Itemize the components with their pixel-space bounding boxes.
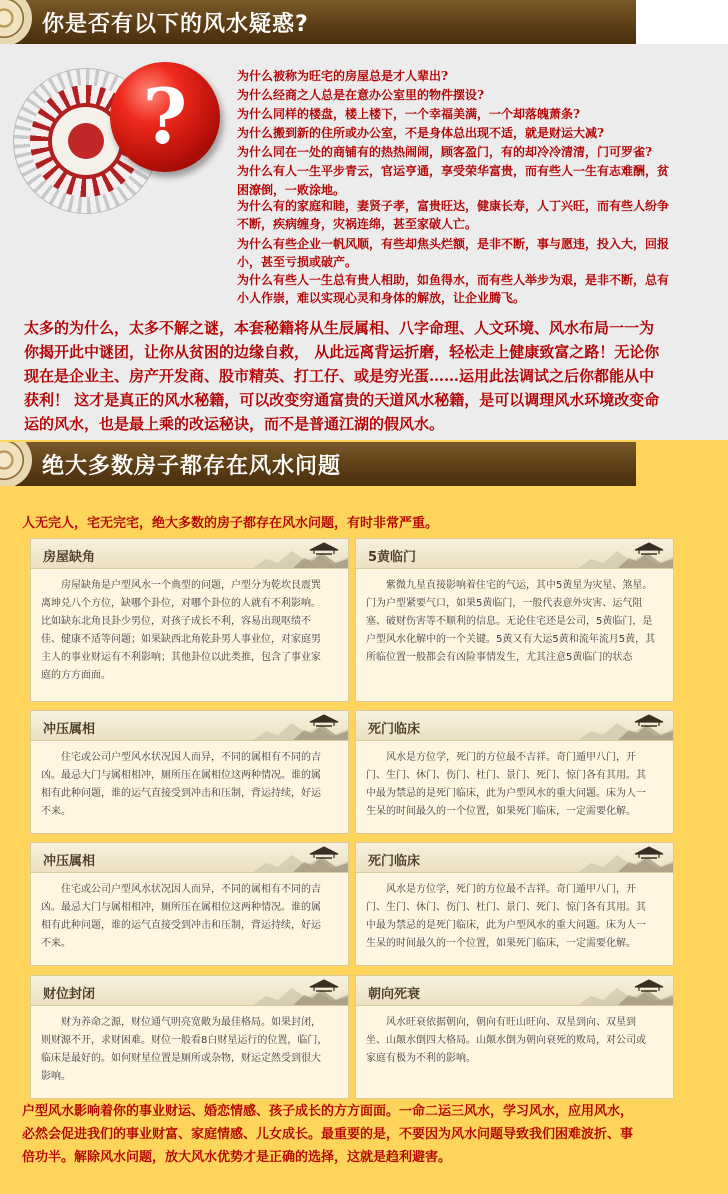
ink-landscape-image — [577, 843, 673, 873]
question-mark-icon: ? — [110, 62, 220, 172]
question-line: 为什么有些人一生总有贵人相助，如鱼得水，而有些人举步为艰，是非不断，总有 — [237, 273, 670, 287]
question-line: 小人作崇，难以实现心灵和身体的解放，让企业腾飞。 — [237, 291, 526, 305]
card-header — [31, 843, 348, 873]
card-title: 死门临床 — [368, 854, 421, 869]
card-title: 朝向死衰 — [368, 987, 421, 1002]
card-body — [366, 749, 665, 821]
card-body-line: 中最为禁忌的是死门临床，此为户型风水的重大问题。床为人一 — [366, 788, 646, 799]
intro-paragraph-line: 运的风水，也是最上乘的改运秘诀，而不是普通江湖的假风水。 — [24, 415, 445, 433]
feng-shui-problem-card — [30, 710, 349, 834]
outro-line: 户型风水影响着你的事业财运、婚恋情感、孩子成长的方方面面。一命二运三风水，学习风水，应用风水， — [22, 1104, 634, 1119]
card-body-line: 不来。 — [41, 806, 71, 817]
outro-line: 必然会促进我们的事业财富、家庭情感、儿女成长。最重要的是，不要因为风水问题导致我们困难波折、事 — [22, 1127, 634, 1142]
feng-shui-problem-card — [355, 538, 674, 702]
question-line: 为什么有人一生平步青云，官运亨通，享受荣华富贵，而有些人一生有志难酬，贫 — [237, 164, 670, 178]
card-body-line: 风水是方位学，死门的方位最不吉祥。奇门遁甲八门，开 — [386, 884, 636, 895]
card-body-line: 所临位置一般都会有凶险事情发生，尤其注意5黄临门的状态 — [366, 652, 633, 663]
card-body-line: 门、生门、休门、伤门、杜门、景门、死门、惊门各有其用。其 — [366, 902, 646, 913]
card-title: 冲压属相 — [43, 854, 96, 869]
card-body-line: 生呆的时间最久的一个位置，如果死门临床，一定需要化解。 — [366, 938, 636, 949]
card-body-line: 户型风水化解中的一个关键。5黄又有大运5黄和流年流月5黄，其 — [366, 634, 656, 645]
intro-paragraph-line: 太多的为什么，太多不解之谜，本套秘籍将从生辰属相、八字命理、人文环境、风水布局一一为 — [24, 319, 655, 337]
card-body-line: 庭的方方面面。 — [41, 670, 111, 681]
feng-shui-problem-card — [355, 710, 674, 834]
outro-line: 倍功半。解除风水问题，放大风水优势才是正确的选择，这就是趋利避害。 — [22, 1150, 452, 1165]
card-title: 死门临床 — [368, 722, 421, 737]
section2-title: 绝大多数房子都存在风水问题 — [42, 454, 342, 479]
card-body-line: 风水是方位学，死门的方位最不吉祥。奇门遁甲八门，开 — [386, 752, 636, 763]
section1-banner — [0, 0, 636, 44]
card-body — [366, 881, 665, 953]
card-body-line: 主人的事业财运有不利影响；其他卦位以此类推，包含了事业家 — [41, 652, 321, 663]
card-header — [356, 976, 673, 1006]
card-body — [41, 881, 340, 953]
card-body-line: 门、生门、休门、伤门、杜门、景门、死门、惊门各有其用。其 — [366, 770, 646, 781]
question-line: 不断，疾病缠身，灾祸连绵，甚至家破人亡。 — [237, 217, 478, 231]
card-body-line: 住宅或公司户型风水状况因人而异，不同的属相有不同的吉 — [61, 752, 321, 763]
card-body-line: 临床是最好的。如何财星位置是厕所或杂物，财运定然受到很大 — [41, 1053, 321, 1064]
question-line: 为什么有些企业一帆风顺，有些却焦头烂额，是非不断，事与愿违，投入大，回报 — [237, 237, 670, 251]
card-body-line: 风水旺衰依据朝向，朝向有旺山旺向、双星到向、双星到 — [386, 1017, 636, 1028]
card-body — [41, 749, 340, 821]
card-body-line: 比如缺东北角艮卦少男位，对孩子成长不利，容易出现呕绩不 — [41, 616, 311, 627]
card-body — [41, 577, 340, 685]
ink-landscape-image — [577, 539, 673, 569]
card-body-line: 家庭有极为不利的影响。 — [366, 1053, 476, 1064]
card-body-line: 塞、破财伤害等不顺利的信息。无论住宅还是公司，5黄临门，是 — [366, 616, 653, 627]
card-body-line: 则财源不开，求财困难。财位一般看8白财星运行的位置，临门， — [41, 1035, 328, 1046]
card-body-line: 紫微九星直接影响着住宅的气运，其中5黄星为灾星、煞星。 — [386, 580, 653, 591]
feng-shui-problem-card — [30, 842, 349, 966]
ink-landscape-image — [252, 843, 348, 873]
feng-shui-problem-card — [355, 975, 674, 1099]
question-line: 为什么经商之人总是在意办公室里的物件摆设? — [237, 88, 485, 102]
feng-shui-problem-card — [355, 842, 674, 966]
question-line: 为什么被称为旺宅的房屋总是才人辈出? — [237, 69, 449, 83]
card-body-line: 影响。 — [41, 1071, 71, 1082]
card-body-line: 凶。最忌大门与属相相冲，厕所压在属相位这两种情况。谁的属 — [41, 902, 321, 913]
question-line: 为什么同在一处的商铺有的热热闹闹，顾客盈门，有的却冷冷清清，门可罗雀? — [237, 145, 653, 159]
section2-banner — [0, 442, 636, 486]
question-line: 为什么同样的楼盘，楼上楼下，一个幸福美满，一个却落魄萧条? — [237, 107, 581, 121]
card-body — [366, 577, 665, 667]
card-body-line: 住宅或公司户型风水状况因人而异，不同的属相有不同的吉 — [61, 884, 321, 895]
card-body-line: 离坤兑八个方位，缺哪个卦位，对哪个卦位的人就有不利影响。 — [41, 598, 321, 609]
intro-paragraph-line: 现在是企业主、房产开发商、股市精英、打工仔、或是穷光蛋……运用此法调试之后你都能从中 — [24, 367, 655, 385]
card-header — [31, 711, 348, 741]
compass-icon — [0, 0, 32, 44]
intro-paragraph-line: 获利！ 这才是真正的风水秘籍，可以改变穷通富贵的天道风水秘籍，是可以调理风水环境改变命 — [24, 391, 660, 409]
card-body-line: 门为户型紧要气口，如果5黄临门，一般代表意外灾害、运气阻 — [366, 598, 643, 609]
card-body-line: 财为养命之源，财位通气明亮宽敞为最佳格局。如果封闭， — [61, 1017, 321, 1028]
card-body — [366, 1014, 665, 1068]
section2-intro: 人无完人，宅无完宅，绝大多数的房子都存在风水问题，有时非常严重。 — [22, 516, 439, 531]
intro-paragraph-line: 你揭开此中谜团，让你从贫困的边缘自救， 从此远离背运折磨，轻松走上健康致富之路！无论你 — [24, 343, 660, 361]
section1-title: 你是否有以下的风水疑惑? — [42, 12, 309, 37]
ink-landscape-image — [577, 976, 673, 1006]
ink-landscape-image — [252, 711, 348, 741]
feng-shui-problem-card — [30, 538, 349, 702]
card-header — [356, 539, 673, 569]
feng-shui-problem-card — [30, 975, 349, 1099]
card-body — [41, 1014, 340, 1086]
card-body-line: 凶。最忌大门与属相相冲，厕所压在属相位这两种情况。谁的属 — [41, 770, 321, 781]
card-header — [31, 539, 348, 569]
ink-landscape-image — [577, 711, 673, 741]
card-title: 财位封闭 — [43, 987, 96, 1002]
card-body-line: 不来。 — [41, 938, 71, 949]
card-body-line: 相有此种问题，谁的运气直接受到冲击和压制，背运持续，好运 — [41, 788, 321, 799]
question-line: 小，甚至亏损或破产。 — [237, 255, 358, 269]
ink-landscape-image — [252, 539, 348, 569]
card-body-line: 生呆的时间最久的一个位置，如果死门临床，一定需要化解。 — [366, 806, 636, 817]
card-title: 房屋缺角 — [43, 550, 96, 565]
compass-icon — [0, 442, 32, 486]
ink-landscape-image — [252, 976, 348, 1006]
card-header — [356, 843, 673, 873]
question-line: 为什么搬到新的住所或办公室，不是身体总出现不适，就是财运大减? — [237, 126, 605, 140]
card-body-line: 坐、山颠水倒四大格局。山颠水倒为朝向衰死的败局，对公司或 — [366, 1035, 646, 1046]
question-line: 困潦倒，一败涂地。 — [237, 183, 346, 197]
card-title: 5黄临门 — [368, 550, 417, 565]
card-title: 冲压属相 — [43, 722, 96, 737]
card-header — [31, 976, 348, 1006]
card-body-line: 中最为禁忌的是死门临床，此为户型风水的重大问题。床为人一 — [366, 920, 646, 931]
card-body-line: 房屋缺角是户型风水一个典型的问题，户型分为乾坎艮震巽 — [61, 580, 321, 591]
card-body-line: 佳、健康不适等问题；如果缺西北角乾卦男人事业位，对家庭男 — [41, 634, 321, 645]
card-body-line: 相有此种问题，谁的运气直接受到冲击和压制，背运持续，好运 — [41, 920, 321, 931]
card-header — [356, 711, 673, 741]
question-line: 为什么有的家庭和睦，妻贤子孝，富贵旺达，健康长寿，人丁兴旺，而有些人纷争 — [237, 199, 670, 213]
